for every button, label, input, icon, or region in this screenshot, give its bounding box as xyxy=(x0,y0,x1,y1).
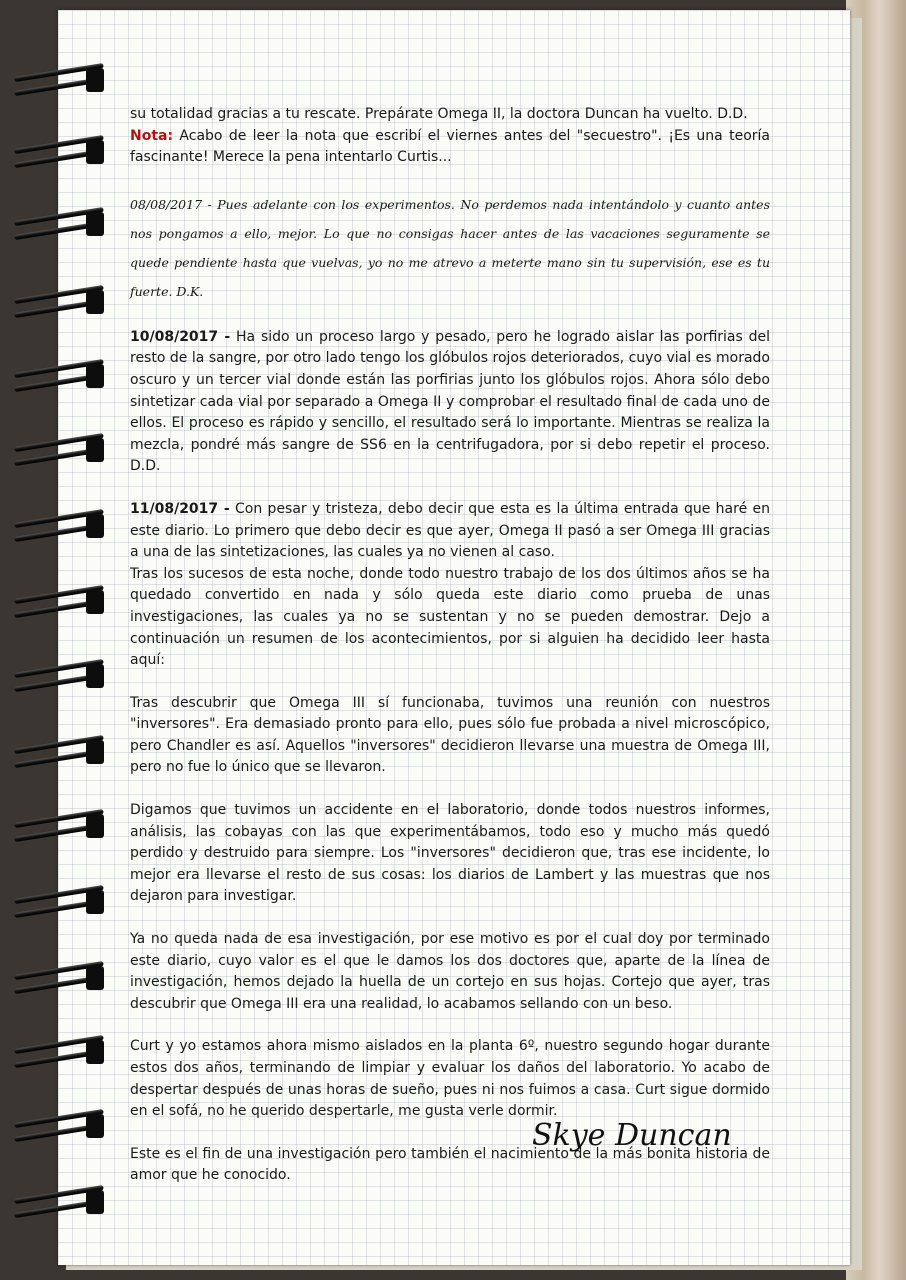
spiral-ring xyxy=(14,884,106,920)
spiral-ring xyxy=(14,62,106,98)
nota-text: Acabo de leer la nota que escribí el viernes antes del "secuestro". ¡Es una teoría fascinante! Merece la pena intentarlo Curtis... xyxy=(130,127,770,166)
entry-date: 11/08/2017 - xyxy=(130,500,230,517)
diary-text xyxy=(130,104,770,1208)
spiral-ring xyxy=(14,1184,106,1220)
paragraph-planta: Curt y yo estamos ahora mismo aislados en la planta 6º, nuestro segundo hogar durante estos dos años, terminando de limpiar y evaluar los daños del laboratorio. Yo acabo de despertar después de unas horas de sueño, pues ni nos fuimos a casa. Curt sigue dormido en el sofá, no he querido despertarle, me gusta verle dormir. xyxy=(130,1038,770,1120)
spiral-ring xyxy=(14,808,106,844)
spiral-ring xyxy=(14,508,106,544)
paragraph-fin: Este es el fin de una investigación pero también el nacimiento de la más bonita historia de amor que he conocido. xyxy=(130,1145,770,1184)
spiral-ring xyxy=(14,134,106,170)
paragraph-nota xyxy=(130,126,770,169)
entry-text: - Pues adelante con los experimentos. No perdemos nada intentándolo y cuanto antes nos pongamos a ello, mejor. Lo que no consigas hacer antes de las vacaciones seguramente se quede pendiente hasta que vuelvas, yo no me atrevo a meterte mano sin tu supervisión, ese es tu fuerte. D.K. xyxy=(130,196,770,299)
signature: Skye Duncan xyxy=(532,1118,732,1153)
spiral-ring xyxy=(14,960,106,996)
spiral-ring xyxy=(14,206,106,242)
paragraph-accidente: Digamos que tuvimos un accidente en el laboratorio, donde todos nuestros informes, análisis, las cobayas con las que experimentábamos, todo eso y mucho más quedó perdido y destruido para siempre. Los "inversores" decidieron que, tras ese incidente, lo mejor era llevarse el resto de sus cosas: los diarios de Lambert y las muestras que nos dejaron para investigar. xyxy=(130,802,770,905)
spiral-ring xyxy=(14,734,106,770)
entry-date: 10/08/2017 - xyxy=(130,328,231,345)
entry-08-08 xyxy=(130,190,770,306)
spiral-ring xyxy=(14,358,106,394)
spiral-ring xyxy=(14,1034,106,1070)
paragraph-inversores: Tras descubrir que Omega III sí funcionaba, tuvimos una reunión con nuestros "inversores". Era demasiado pronto para ello, pues sólo fue probada a nivel microscópico, pero Chandler es así. Aquellos "inversores" decidieron llevarse una muestra de Omega III, pero no fue lo único que se llevaron. xyxy=(130,694,770,776)
spiral-ring xyxy=(14,284,106,320)
entry-text: Con pesar y tristeza, debo decir que esta es la última entrada que haré en este diario. Lo primero que debo decir es que ayer, Omega II pasó a ser Omega III gracias a una de las sintetizaciones, las cuales ya no vienen al caso. xyxy=(130,500,770,561)
paragraph-final-diario: Ya no queda nada de esa investigación, por ese motivo es por el cual doy por terminado este diario, cuyo valor es el que le damos los dos doctores que, aparte de la línea de investigación, hemos dejado la huella de un cortejo en sus hojas. Cortejo que ayer, tras descubrir que Omega III era una realidad, lo acabamos sellando con un beso. xyxy=(130,931,770,1012)
spiral-ring xyxy=(14,584,106,620)
spiral-binding xyxy=(0,0,120,1280)
entry-date: 08/08/2017 xyxy=(130,196,203,212)
entry-text: Ha sido un proceso largo y pesado, pero he logrado aislar las porfirias del resto de la sangre, por otro lado tengo los glóbulos rojos deteriorados, cuyo vial es morado oscuro y un tercer vial donde están las porfirias junto los glóbulos rojos. Ahora sólo debo sintetizar cada vial por separado a Omega II y comprobar el resultado final de cada uno de ellos. El proceso es rápido y sencillo, el resultado será lo importante. Mientras se realiza la mezcla, pondré más sangre de SS6 en la centrifugadora, por si debo repetir el proceso. D.D. xyxy=(130,328,771,475)
nota-label: Nota: xyxy=(130,127,174,144)
spiral-ring xyxy=(14,658,106,694)
entry-10-08 xyxy=(130,327,770,478)
spiral-ring xyxy=(14,432,106,468)
paragraph-summary-intro: Tras los sucesos de esta noche, donde todo nuestro trabajo de los dos últimos años se ha quedado convertido en nada y sólo queda este diario como prueba de unas investigaciones, las cuales ya no se sustentan y no se pueden demostrar. Dejo a continuación un resumen de los acontecimientos, por si alguien ha decidido leer hasta aquí: xyxy=(130,565,770,669)
paragraph-continuation: su totalidad gracias a tu rescate. Prepárate Omega II, la doctora Duncan ha vuelto. D.D. xyxy=(130,106,748,122)
entry-11-08 xyxy=(130,499,770,564)
spiral-ring xyxy=(14,1108,106,1144)
